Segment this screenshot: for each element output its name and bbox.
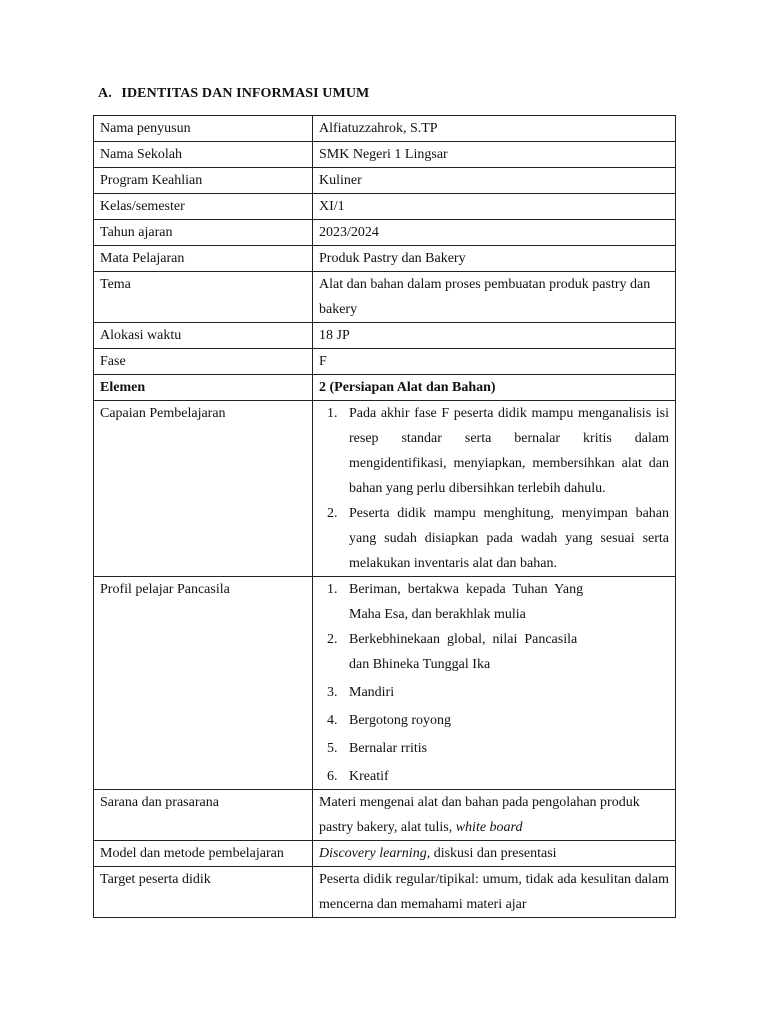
list-number: 2. bbox=[327, 506, 338, 521]
row-value: Kuliner bbox=[313, 168, 676, 194]
row-value bbox=[313, 841, 676, 867]
row-label: Program Keahlian bbox=[94, 168, 313, 194]
identity-table bbox=[93, 115, 676, 918]
row-value: 2 (Persiapan Alat dan Bahan) bbox=[313, 375, 676, 401]
row-value: 18 JP bbox=[313, 323, 676, 349]
list-item bbox=[319, 736, 669, 761]
row-label: Alokasi waktu bbox=[94, 323, 313, 349]
model-text: , diskusi dan presentasi bbox=[426, 846, 557, 861]
row-value: 2023/2024 bbox=[313, 220, 676, 246]
section-title: IDENTITAS DAN INFORMASI UMUM bbox=[121, 86, 370, 101]
row-value bbox=[313, 401, 676, 577]
list-text: Mandiri bbox=[349, 685, 395, 700]
row-label: Mata Pelajaran bbox=[94, 246, 313, 272]
table-row bbox=[94, 116, 676, 142]
capaian-list bbox=[319, 401, 669, 576]
row-label: Sarana dan prasarana bbox=[94, 790, 313, 841]
section-number: A. bbox=[98, 86, 112, 101]
list-number: 1. bbox=[327, 582, 338, 597]
row-value bbox=[313, 790, 676, 841]
sarana-text: Materi mengenai alat dan bahan pada pengolahan produk pastry bakery, alat tulis, bbox=[319, 795, 640, 835]
row-label: Nama penyusun bbox=[94, 116, 313, 142]
row-label: Elemen bbox=[94, 375, 313, 401]
list-text: Kreatif bbox=[349, 769, 389, 784]
row-value: Alat dan bahan dalam proses pembuatan produk pastry dan bakery bbox=[313, 272, 676, 323]
list-text: dan Bhineka Tunggal Ika bbox=[349, 657, 491, 672]
table-row bbox=[94, 246, 676, 272]
sarana-italic-text: white board bbox=[455, 820, 523, 835]
table-row bbox=[94, 220, 676, 246]
list-text: Bergotong royong bbox=[349, 713, 452, 728]
list-item bbox=[319, 501, 669, 576]
list-item bbox=[319, 401, 669, 501]
table-row bbox=[94, 272, 676, 323]
row-label: Profil pelajar Pancasila bbox=[94, 577, 313, 790]
list-number: 4. bbox=[327, 713, 338, 728]
row-value: F bbox=[313, 349, 676, 375]
list-item bbox=[319, 764, 669, 789]
list-item bbox=[319, 577, 669, 627]
row-value bbox=[313, 577, 676, 790]
list-text: Maha Esa, dan berakhlak mulia bbox=[349, 607, 526, 622]
row-label: Model dan metode pembelajaran bbox=[94, 841, 313, 867]
list-item bbox=[319, 680, 669, 705]
table-row bbox=[94, 194, 676, 220]
row-label: Capaian Pembelajaran bbox=[94, 401, 313, 577]
table-row bbox=[94, 841, 676, 867]
table-row bbox=[94, 323, 676, 349]
list-number: 5. bbox=[327, 741, 338, 756]
table-row bbox=[94, 168, 676, 194]
list-number: 1. bbox=[327, 406, 338, 421]
row-label: Kelas/semester bbox=[94, 194, 313, 220]
list-text: Beriman, bertakwa kepada Tuhan Yang bbox=[349, 582, 584, 597]
list-number: 3. bbox=[327, 685, 338, 700]
list-item bbox=[319, 627, 669, 677]
list-number: 6. bbox=[327, 769, 338, 784]
table-row bbox=[94, 790, 676, 841]
row-value: XI/1 bbox=[313, 194, 676, 220]
row-label: Target peserta didik bbox=[94, 867, 313, 918]
table-row bbox=[94, 401, 676, 577]
row-value: Alfiatuzzahrok, S.TP bbox=[313, 116, 676, 142]
table-row bbox=[94, 577, 676, 790]
section-heading bbox=[98, 86, 369, 102]
model-italic-text: Discovery learning bbox=[319, 846, 427, 861]
table-row bbox=[94, 142, 676, 168]
row-label: Tema bbox=[94, 272, 313, 323]
profil-list bbox=[319, 577, 669, 789]
row-value: SMK Negeri 1 Lingsar bbox=[313, 142, 676, 168]
list-text: Peserta didik mampu menghitung, menyimpan bahan yang sudah disiapkan pada wadah yang sesuai serta melakukan inventaris alat dan bahan. bbox=[349, 506, 669, 571]
row-label: Nama Sekolah bbox=[94, 142, 313, 168]
table-row bbox=[94, 867, 676, 918]
table-row bbox=[94, 375, 676, 401]
row-value: Produk Pastry dan Bakery bbox=[313, 246, 676, 272]
list-item bbox=[319, 708, 669, 733]
row-label: Tahun ajaran bbox=[94, 220, 313, 246]
list-text: Pada akhir fase F peserta didik mampu menganalisis isi resep standar serta bernalar kritis dalam mengidentifikasi, menyiapkan, membersihkan alat dan bahan yang perlu dibersihkan terlebih dahulu. bbox=[349, 406, 669, 496]
list-number: 2. bbox=[327, 632, 338, 647]
table-row bbox=[94, 349, 676, 375]
list-text: Bernalar rritis bbox=[349, 741, 428, 756]
list-text: Berkebhinekaan global, nilai Pancasila bbox=[349, 632, 578, 647]
row-label: Fase bbox=[94, 349, 313, 375]
row-value: Peserta didik regular/tipikal: umum, tidak ada kesulitan dalam mencerna dan memahami materi ajar bbox=[313, 867, 676, 918]
